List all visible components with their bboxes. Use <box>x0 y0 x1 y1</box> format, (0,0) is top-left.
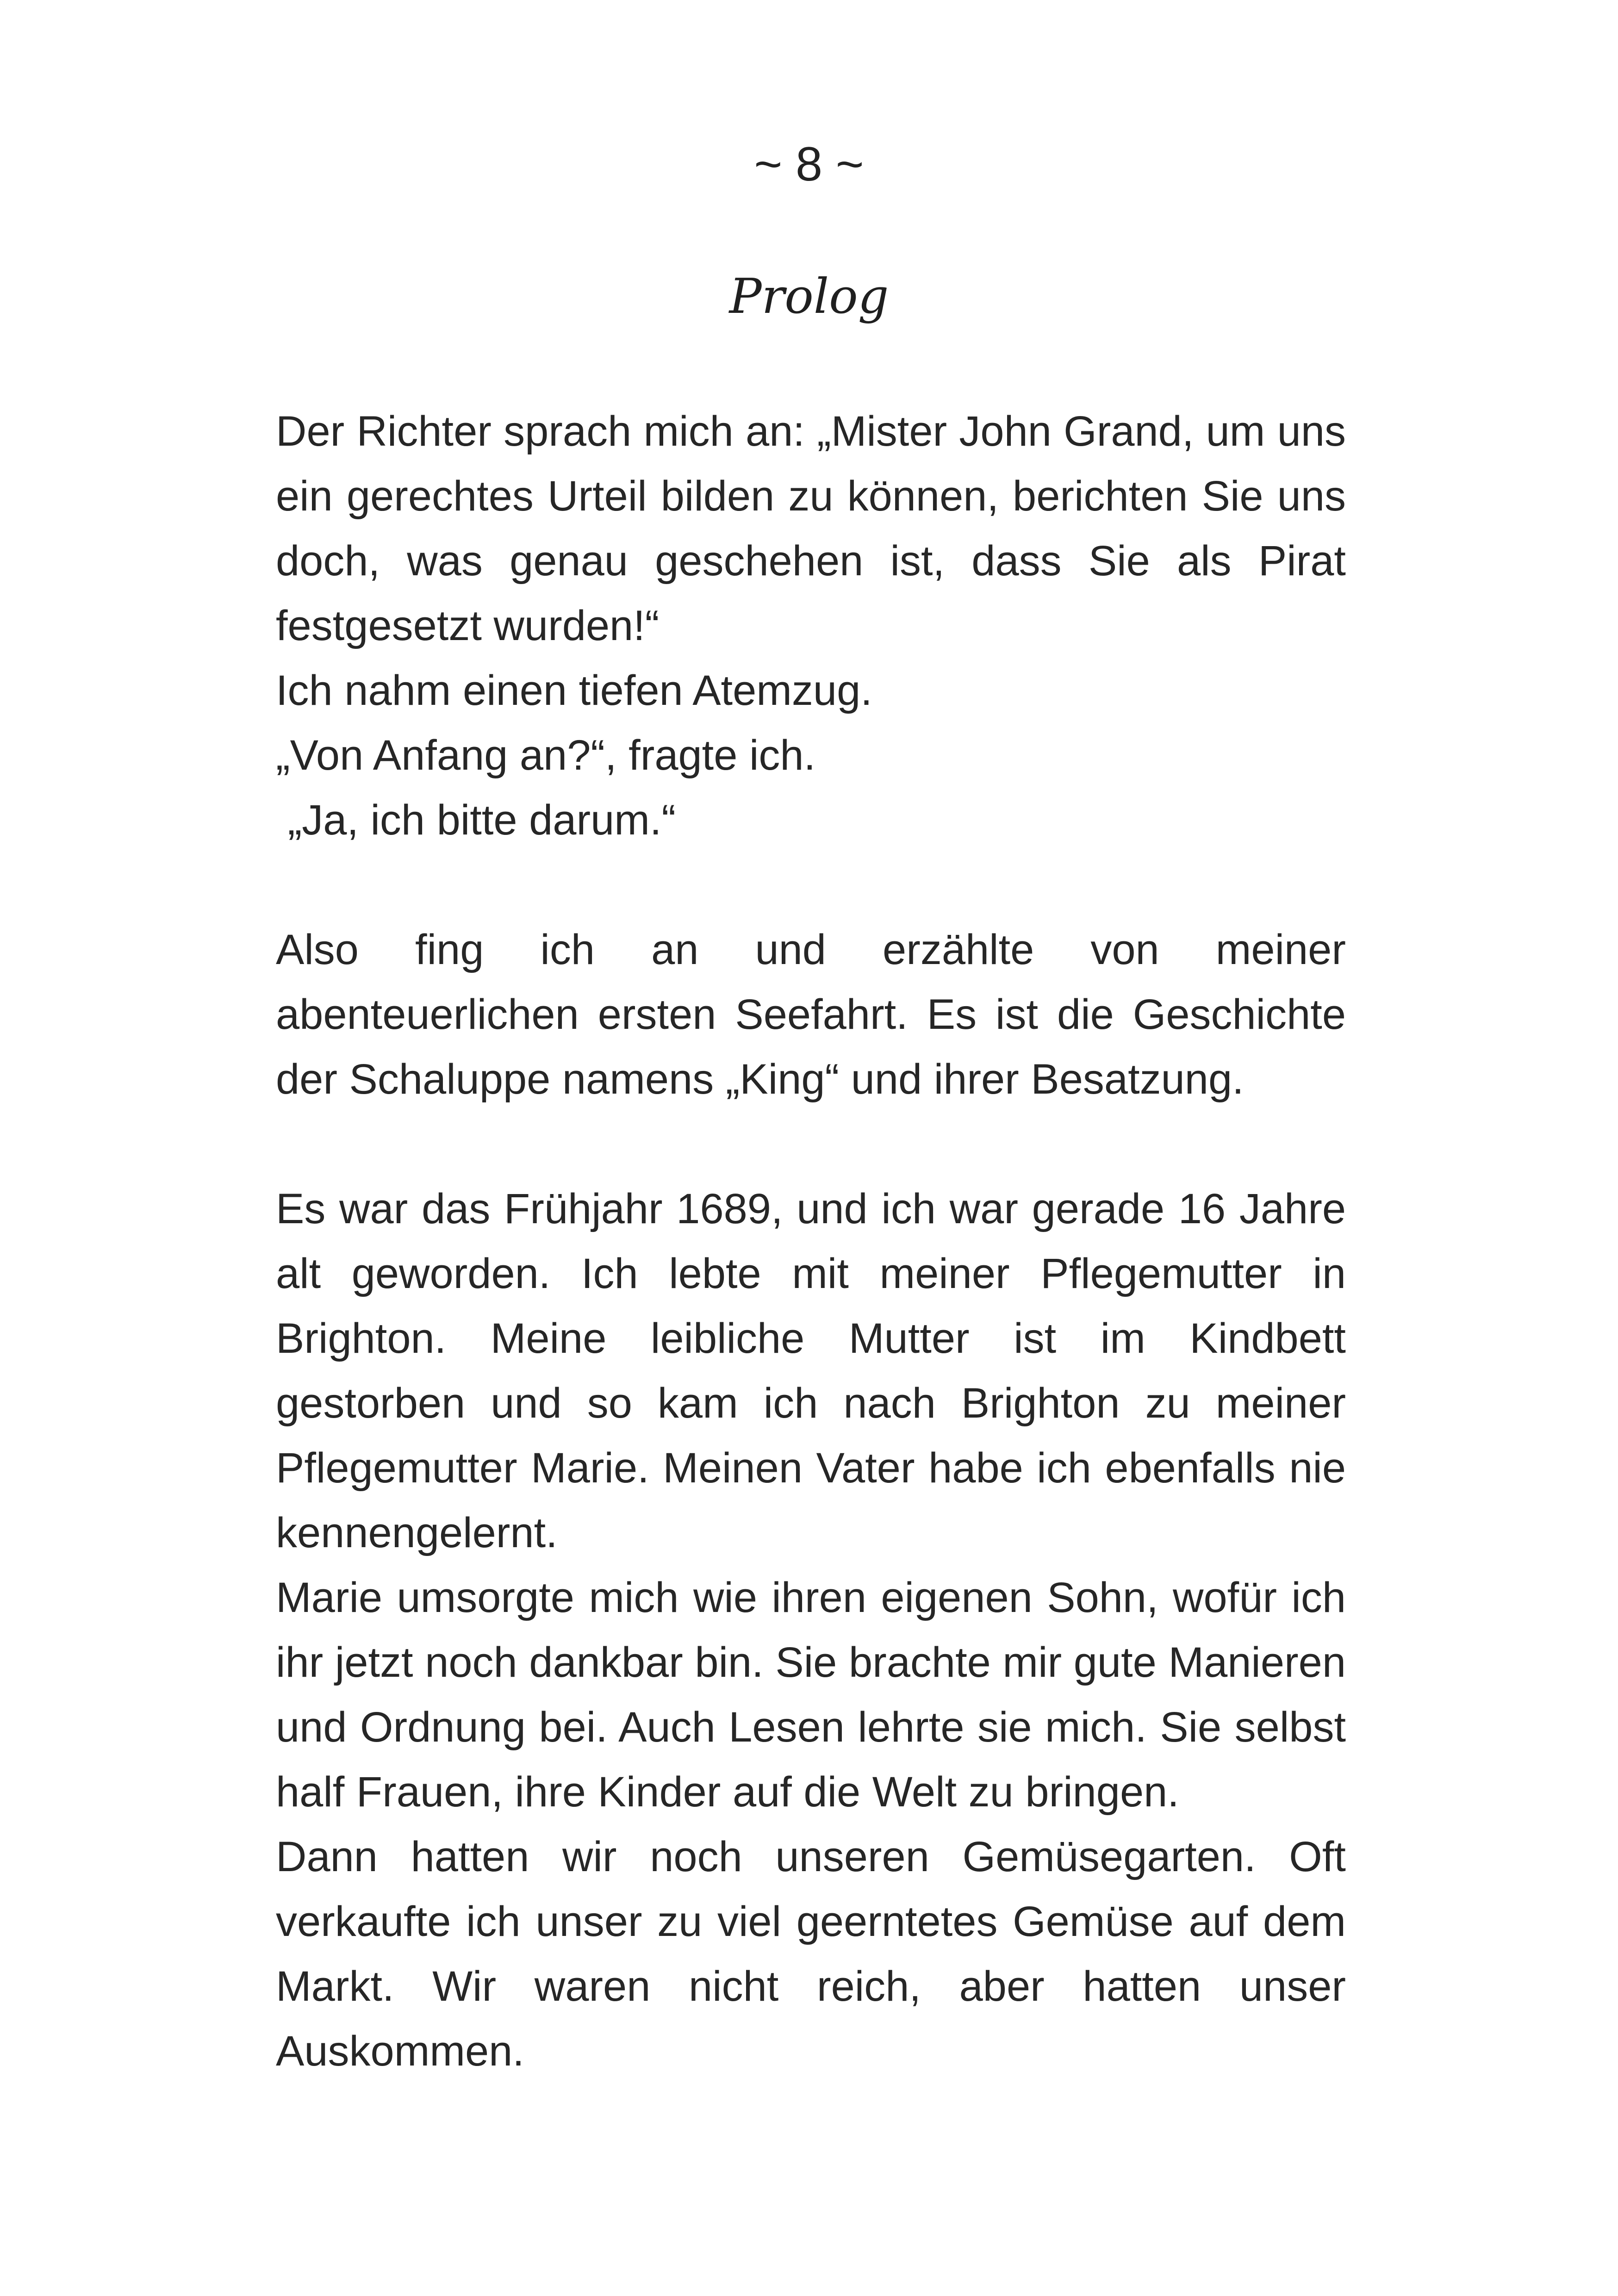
paragraph-story-start: Also fing ich an und erzählte von meiner abenteuerlichen ersten Seefahrt. Es ist die Geschichte der Schaluppe namens „King“ und ihrer Besatzung. <box>276 926 1346 1103</box>
paragraph-from-beginning: „Von Anfang an?“, fragte ich. <box>276 732 816 779</box>
chapter-title: Prolog <box>729 268 889 324</box>
paragraph-spring-1689: Es war das Frühjahr 1689, und ich war gerade 16 Jahre alt geworden. Ich lebte mit meiner Pflegemutter in Brighton. Meine leibliche Mutter ist im Kindbett gestorben und so kam ich nach Brighton zu meiner Pflegemutter Marie. Meinen Vater habe ich ebenfalls nie kennengelernt. <box>276 1185 1346 1556</box>
paragraph-spacer <box>276 1112 1346 1176</box>
paragraph-yes-please: „Ja, ich bitte darum.“ <box>276 796 676 844</box>
paragraph-spacer <box>276 852 1346 917</box>
body-text <box>276 399 1346 2084</box>
paragraph-marie: Marie umsorgte mich wie ihren eigenen Sohn, wofür ich ihr jetzt noch dankbar bin. Sie brachte mir gute Manieren und Ordnung bei. Auch Lesen lehrte sie mich. Sie selbst half Frauen, ihre Kinder auf die Welt zu bringen. <box>276 1574 1346 1816</box>
paragraph-deep-breath: Ich nahm einen tiefen Atemzug. <box>276 667 872 714</box>
page-number: ~ 8 ~ <box>754 137 864 191</box>
paragraph-garden: Dann hatten wir noch unseren Gemüsegarten. Oft verkaufte ich unser zu viel geerntetes Gemüse auf dem Markt. Wir waren nicht reich, aber hatten unser Auskommen. <box>276 1833 1346 2075</box>
paragraph-judge-question: Der Richter sprach mich an: „Mister John Grand, um uns ein gerechtes Urteil bilden zu können, berichten Sie uns doch, was genau geschehen ist, dass Sie als Pirat festgesetzt wurden!“ <box>276 408 1346 649</box>
